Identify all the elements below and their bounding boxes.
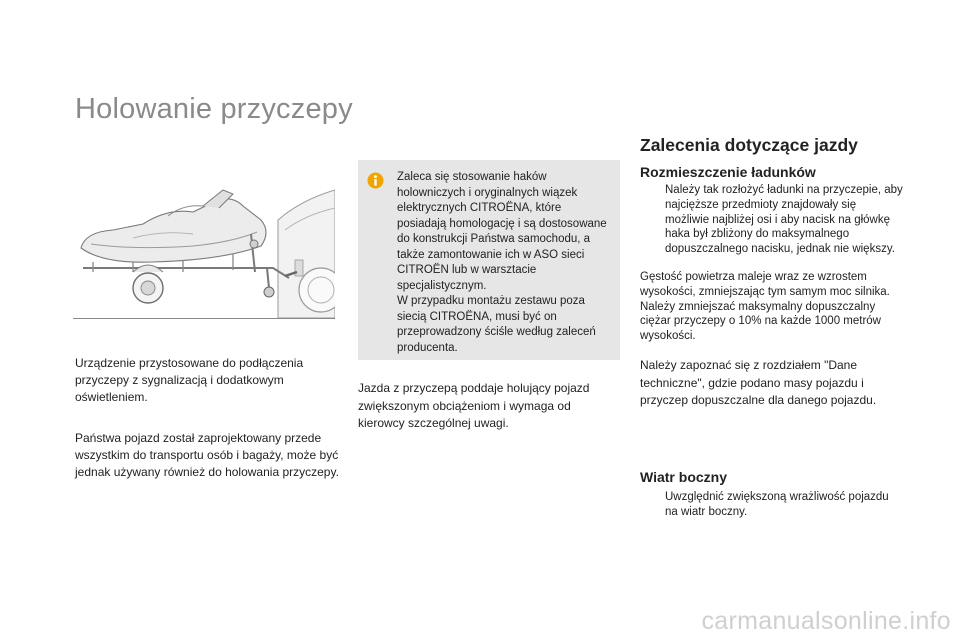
air-density-note: Gęstość powietrza maleje wraz ze wzrostem wysokości, zmniejszając tym samym moc silnika. Należy zmniejszać maksymalny dopuszczalny ciężar przyczepy o 10% na każde 1000 metrów wysokości. (640, 271, 890, 343)
page-title: Holowanie przyczepy (75, 93, 353, 125)
crosswind-heading: Wiatr boczny (640, 469, 727, 485)
info-icon (367, 172, 384, 189)
crosswind-bullet (643, 490, 903, 520)
load-distribution-heading: Rozmieszczenie ładunków (640, 164, 816, 180)
vehicle-design-note: Państwa pojazd został zaprojektowany przede wszystkim do transportu osób i bagaży, może być jednak używany również do holowania przyczepy. (75, 431, 339, 479)
recommendation-info-box (358, 160, 620, 360)
driving-load-note: Jazda z przyczepą poddaje holujący pojazd zwiększonym obciążeniom i wymaga od kierowcy szczególnej uwagi. (358, 381, 590, 430)
jetski-trailer-hitch-illustration (73, 160, 335, 319)
load-distribution-bullet (643, 183, 903, 257)
info-box-text: Zaleca się stosowanie haków holowniczych i oryginalnych wiązek elektrycznych CITROËNA, które posiadają homologację i są dostosowane do konstrukcji Państwa samochodu, a także zamontowanie ich w ASO sieci CITROËN lub w warsztacie specjalistycznym. W przypadku montażu zestawu poza siecią CITROËNA, musi być on przeprowadzony ściśle według zaleceń producenta. (397, 171, 607, 354)
illustration-drawing (73, 160, 335, 318)
driving-recommendations-heading: Zalecenia dotyczące jazdy (640, 135, 858, 155)
equipment-description: Urządzenie przystosowane do podłączenia przyczepy z sygnalizacją i dodatkowym oświetleniem. (75, 356, 304, 404)
load-distribution-text: Należy tak rozłożyć ładunki na przyczepie, aby najcięższe przedmioty znajdowały się możliwie najbliżej osi i aby nacisk na główkę haka był zbliżony do maksymalnego dopuszczalnego nacisku, jednak nie większy. (665, 184, 903, 256)
crosswind-text: Uwzględnić zwiększoną wrażliwość pojazdu na wiatr boczny. (665, 491, 889, 518)
technical-data-reference: Należy zapoznać się z rozdziałem "Dane techniczne", gdzie podano masy pojazdu i przyczep dopuszczalne dla danego pojazdu. (640, 358, 877, 407)
watermark: carmanualsonline.info (701, 607, 951, 635)
